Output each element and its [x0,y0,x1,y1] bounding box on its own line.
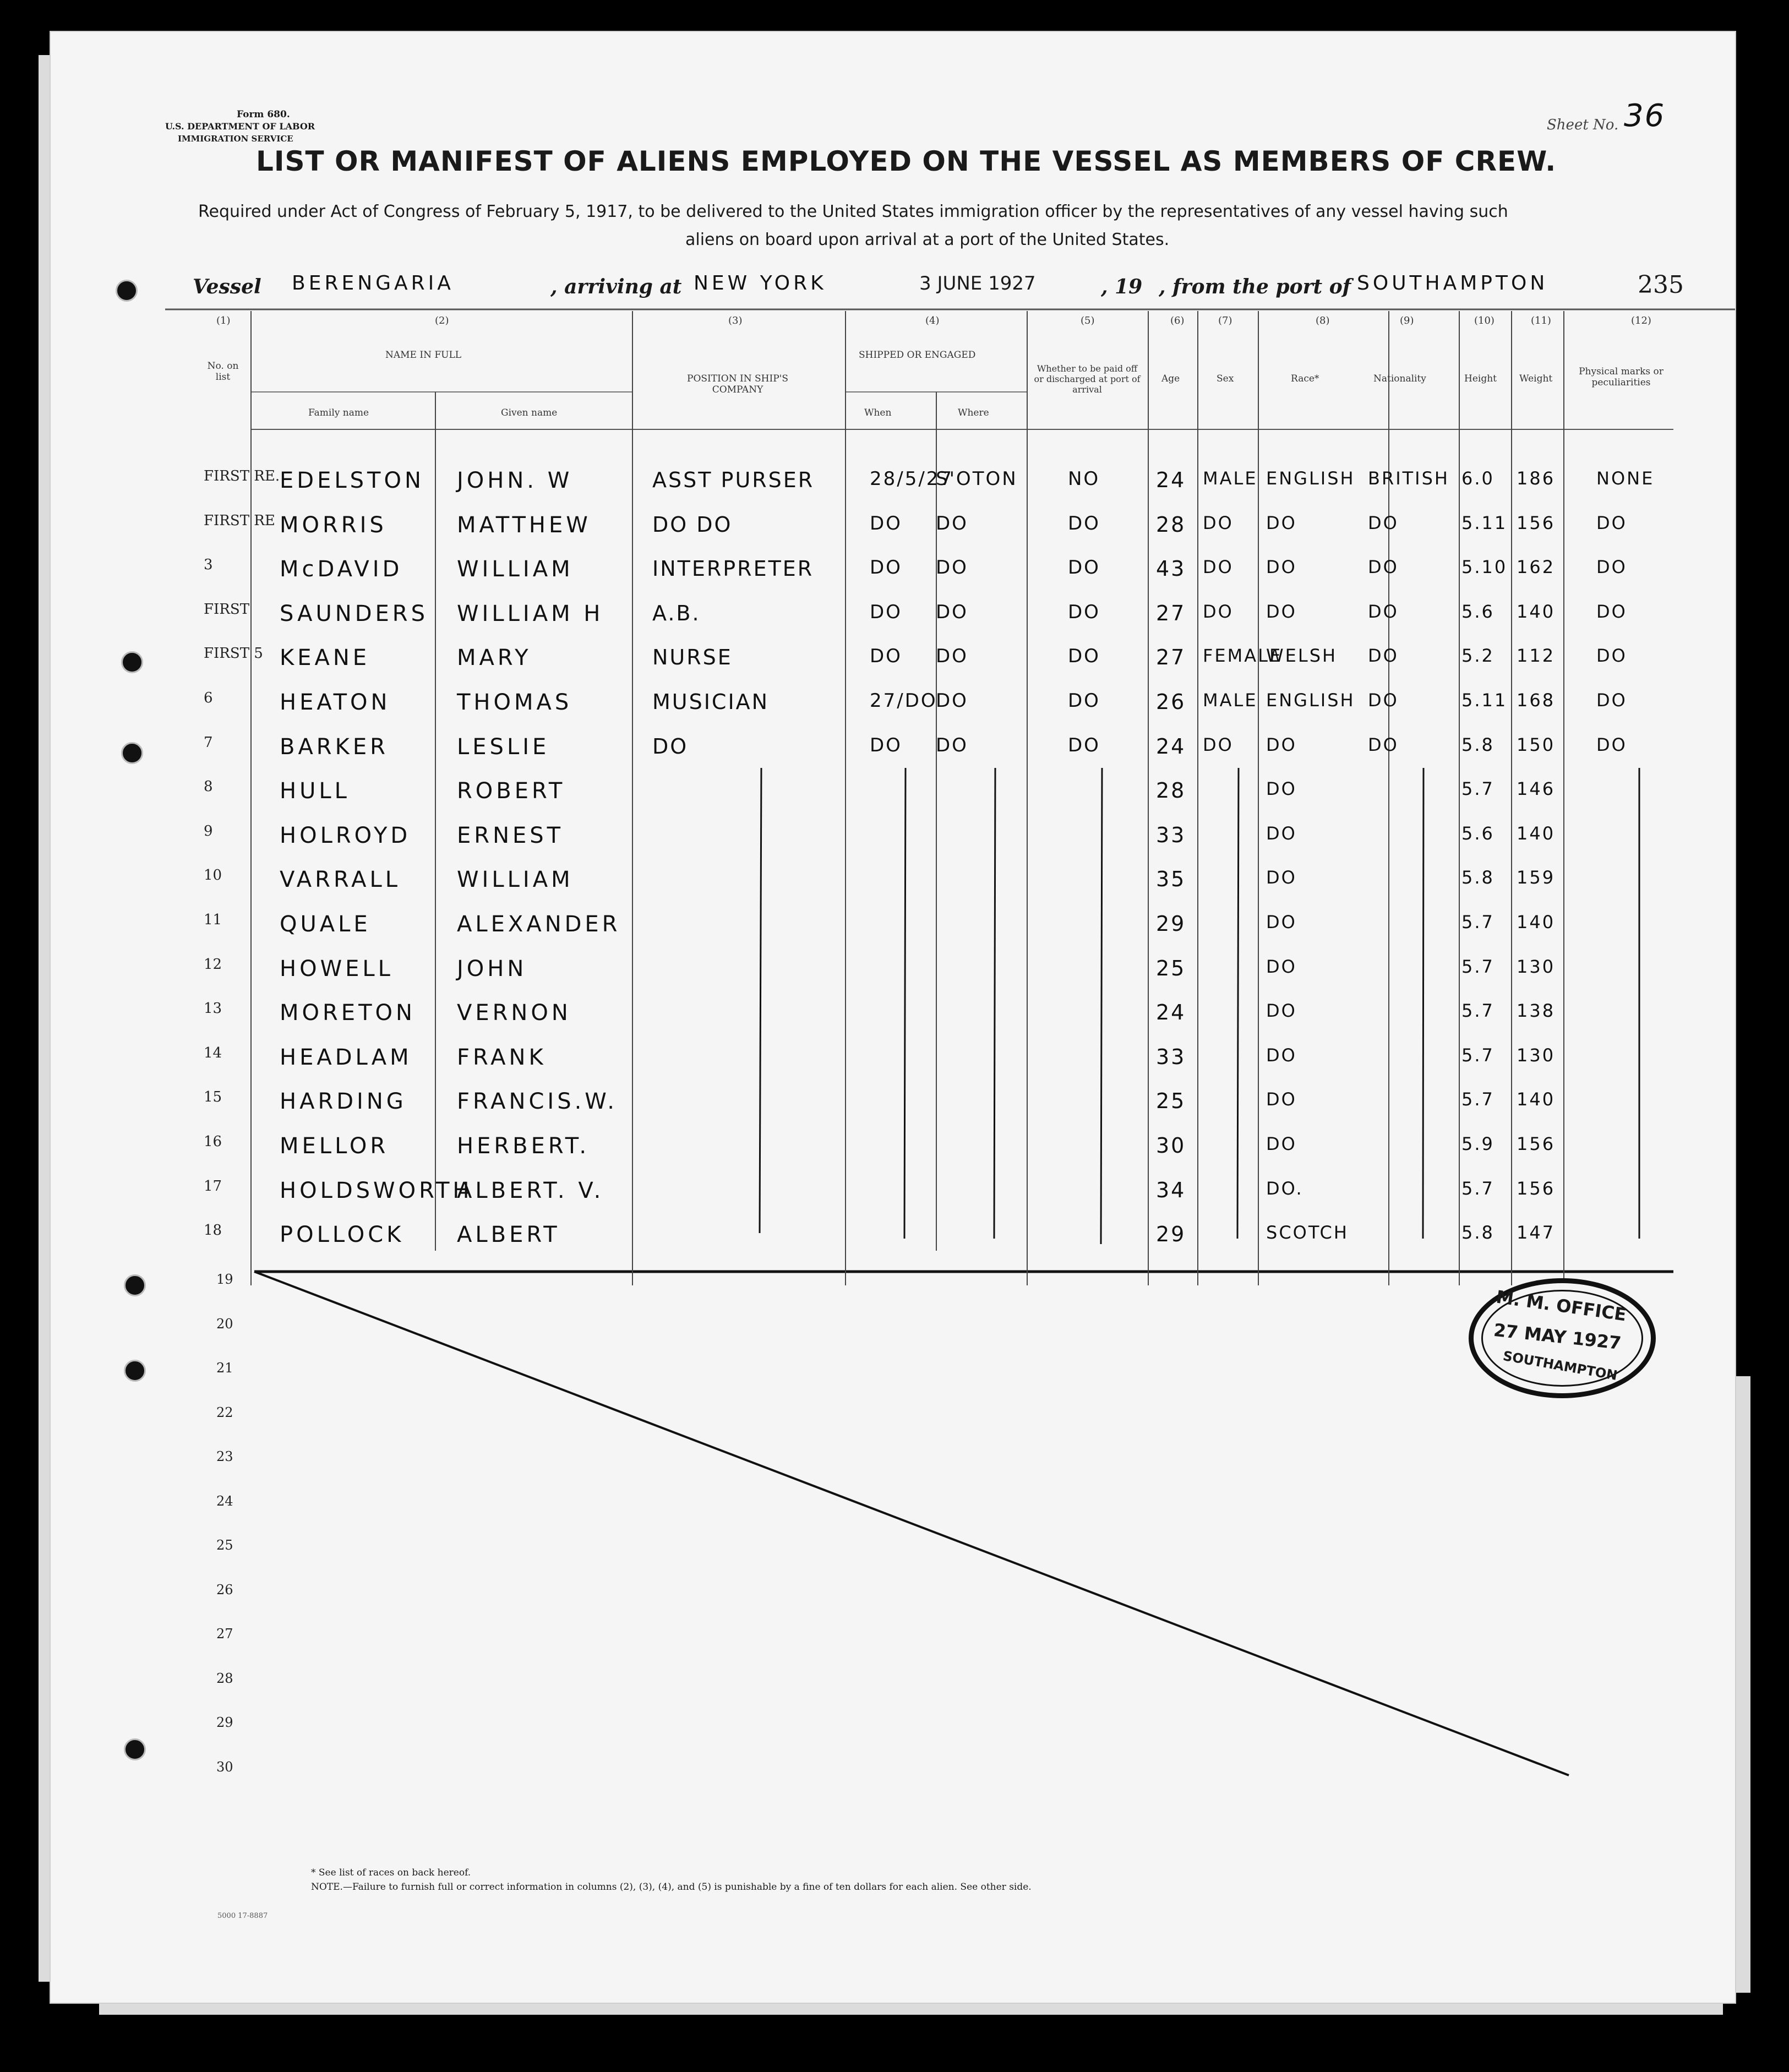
position: A.B. [652,601,701,625]
row-number: FIRST [204,601,250,618]
age: 28 [1156,778,1186,803]
shipped-where: DO [936,601,968,623]
column-number: (11) [1531,315,1551,326]
header-shipped-engaged: SHIPPED OR ENGAGED [859,350,976,361]
sex: FEMALE [1203,645,1283,667]
sheet-number: 36 [1624,98,1666,134]
row-number: FIRST RE. [204,468,280,484]
family-name: KEANE [280,645,370,671]
row-number: FIRST RE [204,512,275,529]
height: 5.7 [1461,912,1495,933]
age: 24 [1156,468,1186,492]
column-number: (8) [1316,315,1330,326]
row-number: 10 [204,867,222,884]
weight: 140 [1517,1089,1556,1110]
year-label: , 19 [1101,275,1143,298]
header-given-name: Given name [501,407,558,418]
race: DO [1266,1133,1297,1154]
column-divider [1388,311,1389,1285]
age: 29 [1156,912,1186,936]
paid-off: DO [1068,512,1100,535]
sex: DO [1203,512,1234,533]
family-name: EDELSTON [280,468,424,493]
given-name: ALBERT. V. [457,1177,604,1203]
departure-port: SOUTHAMPTON [1357,272,1548,295]
physical-marks: DO [1596,690,1627,711]
column-divider [1027,311,1028,1285]
column-divider [845,311,846,1285]
row-number: 22 [216,1404,233,1420]
column-divider [632,311,633,1285]
header-nationality: Nationality [1373,373,1426,384]
header-when: When [864,407,892,418]
given-name: JOHN. W [457,468,573,493]
age: 43 [1156,557,1186,581]
sex: MALE [1203,690,1258,711]
height: 5.9 [1461,1133,1495,1154]
age: 34 [1156,1177,1186,1202]
paid-off: NO [1068,468,1100,490]
race: DO [1266,557,1297,578]
age: 25 [1156,956,1186,980]
weight: 130 [1517,1044,1556,1066]
given-name: HERBERT. [457,1133,590,1159]
row-number: 19 [216,1272,233,1287]
column-number: (10) [1474,315,1495,326]
header-age: Age [1161,373,1180,384]
height: 5.7 [1461,1000,1495,1022]
sex: MALE [1203,468,1258,489]
age: 24 [1156,734,1186,759]
row-number: 25 [216,1537,233,1553]
header-physical-marks: Physical marks or peculiarities [1579,366,1663,388]
height: 5.7 [1461,1177,1495,1199]
column-divider [250,311,252,1285]
header-paid-off: Whether to be paid off or discharged at port of arrival [1034,363,1141,395]
footnote-penalty: NOTE.—Failure to furnish full or correct information in columns (2), (3), (4), and (5) is punishable by a fine of ten dollars for each alien. See other side. [311,1882,1032,1893]
shipped-where: DO [936,690,968,712]
row-number: 21 [216,1360,233,1376]
race: DO [1266,912,1297,933]
family-name: MORETON [280,1000,416,1026]
column-divider [1563,311,1564,1285]
age: 27 [1156,645,1186,670]
header-race: Race* [1291,373,1319,384]
given-name: MATTHEW [457,512,591,538]
position: DO [652,734,689,759]
age: 33 [1156,1044,1186,1069]
row-number: 30 [216,1759,233,1775]
row-number: 12 [204,956,222,973]
age: 35 [1156,867,1186,892]
height: 5.8 [1461,867,1495,888]
height: 5.11 [1461,512,1508,533]
race: DO. [1266,1177,1303,1199]
row-number: 11 [204,912,222,928]
paid-off: DO [1068,690,1100,712]
row-number: 7 [204,734,213,751]
family-name: HEADLAM [280,1044,412,1070]
physical-marks: DO [1596,645,1627,667]
column-divider [1459,311,1460,1285]
race: DO [1266,734,1297,755]
shipped-where: DO [936,734,968,756]
paid-off: DO [1068,601,1100,623]
position: INTERPRETER [652,557,814,581]
row-number: FIRST 5 [204,645,263,662]
family-name: HOWELL [280,956,394,982]
row-number: 14 [204,1044,222,1061]
given-name: LESLIE [457,734,550,760]
sex: DO [1203,557,1234,578]
height: 5.6 [1461,601,1495,622]
family-name: HOLROYD [280,822,411,848]
weight: 140 [1517,601,1556,622]
shipped-where: S'OTON [936,468,1018,490]
stamp-top-text: M. M. OFFICE [1495,1286,1628,1326]
family-name: HARDING [280,1089,407,1115]
shipped-when: DO [870,601,902,623]
weight: 140 [1517,912,1556,933]
family-name: SAUNDERS [280,601,428,626]
given-name: THOMAS [457,690,572,715]
weight: 162 [1517,557,1556,578]
family-name: HEATON [280,690,391,715]
row-number: 6 [204,690,213,706]
column-number: (1) [216,315,231,326]
nationality: DO [1368,512,1399,533]
column-number: (7) [1218,315,1232,326]
stamp-date: 27 MAY 1927 [1492,1319,1622,1354]
age: 30 [1156,1133,1186,1158]
column-divider [1258,311,1259,1285]
shipped-when: 28/5/27 [870,468,954,490]
weight: 112 [1517,645,1556,667]
height: 5.8 [1461,734,1495,755]
given-name: ERNEST [457,822,564,848]
row-number: 15 [204,1089,222,1106]
position: NURSE [652,645,733,670]
nationality: DO [1368,645,1399,667]
vessel-label: Vessel [193,275,261,298]
height: 5.7 [1461,1044,1495,1066]
nationality: BRITISH [1368,468,1449,489]
column-divider [1148,311,1149,1285]
age: 28 [1156,512,1186,537]
shipped-where: DO [936,557,968,579]
age: 26 [1156,690,1186,714]
weight: 168 [1517,690,1556,711]
row-number: 24 [216,1493,233,1509]
column-divider [435,392,436,1251]
given-name: ROBERT [457,778,566,804]
column-number: (12) [1631,315,1651,326]
weight: 186 [1517,468,1556,489]
given-name: ALBERT [457,1222,560,1248]
shipped-when: DO [870,512,902,535]
arriving-label: , arriving at [550,275,682,298]
paid-off: DO [1068,734,1100,756]
height: 5.11 [1461,690,1508,711]
paid-off: DO [1068,645,1100,668]
form-subtitle-2: aliens on board upon arrival at a port of the United States. [685,230,1170,249]
arrival-date-stamp: 3 JUNE 1927 [919,272,1036,295]
column-number: (6) [1170,315,1185,326]
row-number: 27 [216,1626,233,1642]
mm-office-stamp [1469,1278,1656,1398]
height: 6.0 [1461,468,1495,489]
shipped-when: DO [870,645,902,668]
family-name: HOLDSWORTH [280,1177,473,1203]
header-family-name: Family name [308,407,369,418]
row-number: 28 [216,1670,233,1686]
print-code: 5000 17-8887 [217,1912,268,1920]
physical-marks: DO [1596,734,1627,755]
weight: 138 [1517,1000,1556,1022]
age: 24 [1156,1000,1186,1025]
family-name: McDAVID [280,557,403,582]
column-divider [1197,311,1198,1285]
column-number: (5) [1081,315,1095,326]
height: 5.6 [1461,822,1495,844]
race: DO [1266,601,1297,622]
position: ASST PURSER [652,468,815,492]
race: DO [1266,1000,1297,1022]
weight: 146 [1517,778,1556,800]
department-label: U.S. DEPARTMENT OF LABOR [165,121,315,132]
given-name: FRANK [457,1044,547,1070]
shipped-when: DO [870,557,902,579]
height: 5.2 [1461,645,1495,667]
race: SCOTCH [1266,1222,1349,1244]
column-number: (4) [925,315,940,326]
row-number: 13 [204,1000,222,1017]
row-number: 9 [204,822,213,839]
form-number: Form 680. [237,109,290,120]
nationality: DO [1368,690,1399,711]
column-divider [1511,311,1512,1285]
row-number: 8 [204,778,213,795]
row-number: 3 [204,557,213,574]
height: 5.7 [1461,778,1495,800]
shipped-where: DO [936,512,968,535]
form-title: LIST OR MANIFEST OF ALIENS EMPLOYED ON THE VESSEL AS MEMBERS OF CREW. [256,145,1557,177]
nationality: DO [1368,557,1399,578]
race: ENGLISH [1266,690,1355,711]
footnote-races: * See list of races on back hereof. [311,1867,471,1878]
row-number: 26 [216,1582,233,1597]
page-number: 235 [1638,271,1684,299]
given-name: JOHN [457,956,527,982]
age: 27 [1156,601,1186,625]
weight: 159 [1517,867,1556,888]
row-number: 16 [204,1133,222,1150]
height: 5.8 [1461,1222,1495,1244]
family-name: POLLOCK [280,1222,405,1248]
given-name: WILLIAM [457,867,574,893]
row-number: 18 [204,1222,222,1239]
header-weight: Weight [1519,373,1553,384]
given-name: FRANCIS.W. [457,1089,618,1115]
weight: 140 [1517,822,1556,844]
race: WELSH [1266,645,1338,667]
shipped-when: DO [870,734,902,756]
height: 5.7 [1461,1089,1495,1110]
shipped-where: DO [936,645,968,668]
vessel-name: BERENGARIA [292,272,454,295]
nationality: DO [1368,601,1399,622]
race: DO [1266,512,1297,533]
row-number: 29 [216,1715,233,1730]
physical-marks: DO [1596,512,1627,533]
sex: DO [1203,601,1234,622]
given-name: WILLIAM [457,557,574,582]
family-name: MELLOR [280,1133,389,1159]
header-no-on-list: No. on list [207,361,239,383]
weight: 156 [1517,512,1556,533]
header-name-in-full: NAME IN FULL [385,350,462,361]
row-number: 20 [216,1316,233,1332]
race: DO [1266,956,1297,977]
header-where: Where [958,407,989,418]
row-number: 17 [204,1177,222,1195]
given-name: ALEXANDER [457,912,621,937]
from-port-label: , from the port of [1159,275,1351,298]
race: DO [1266,1089,1297,1110]
arrival-port: NEW YORK [694,272,827,295]
given-name: VERNON [457,1000,571,1026]
column-number: (9) [1400,315,1414,326]
family-name: MORRIS [280,512,387,538]
weight: 156 [1517,1133,1556,1154]
position: DO DO [652,512,733,537]
position: MUSICIAN [652,690,770,714]
row-number: 23 [216,1449,233,1464]
form-subtitle-1: Required under Act of Congress of February 5, 1917, to be delivered to the United States immigration officer by the representatives of any vessel having such [198,202,1508,221]
column-number: (3) [728,315,743,326]
physical-marks: DO [1596,557,1627,578]
family-name: VARRALL [280,867,401,893]
age: 25 [1156,1089,1186,1114]
nationality: DO [1368,734,1399,755]
race: DO [1266,867,1297,888]
race: DO [1266,1044,1297,1066]
sex: DO [1203,734,1234,755]
family-name: HULL [280,778,350,804]
header-position: POSITION IN SHIP'S COMPANY [687,373,788,395]
stamp-bottom-text: SOUTHAMPTON [1502,1348,1619,1384]
given-name: MARY [457,645,532,671]
race: ENGLISH [1266,468,1355,489]
paid-off: DO [1068,557,1100,579]
shipped-when: 27/DO [870,690,937,712]
race: DO [1266,778,1297,800]
column-number: (2) [435,315,449,326]
service-label: IMMIGRATION SERVICE [178,134,293,144]
header-sex: Sex [1217,373,1234,384]
physical-marks: DO [1596,601,1627,622]
race: DO [1266,822,1297,844]
family-name: BARKER [280,734,389,760]
weight: 156 [1517,1177,1556,1199]
weight: 130 [1517,956,1556,977]
header-height: Height [1464,373,1497,384]
family-name: QUALE [280,912,371,937]
physical-marks: NONE [1596,468,1655,489]
height: 5.10 [1461,557,1508,578]
weight: 147 [1517,1222,1556,1244]
sheet-label: Sheet No. [1547,117,1619,133]
age: 33 [1156,822,1186,847]
weight: 150 [1517,734,1556,755]
age: 29 [1156,1222,1186,1247]
given-name: WILLIAM H [457,601,604,626]
height: 5.7 [1461,956,1495,977]
